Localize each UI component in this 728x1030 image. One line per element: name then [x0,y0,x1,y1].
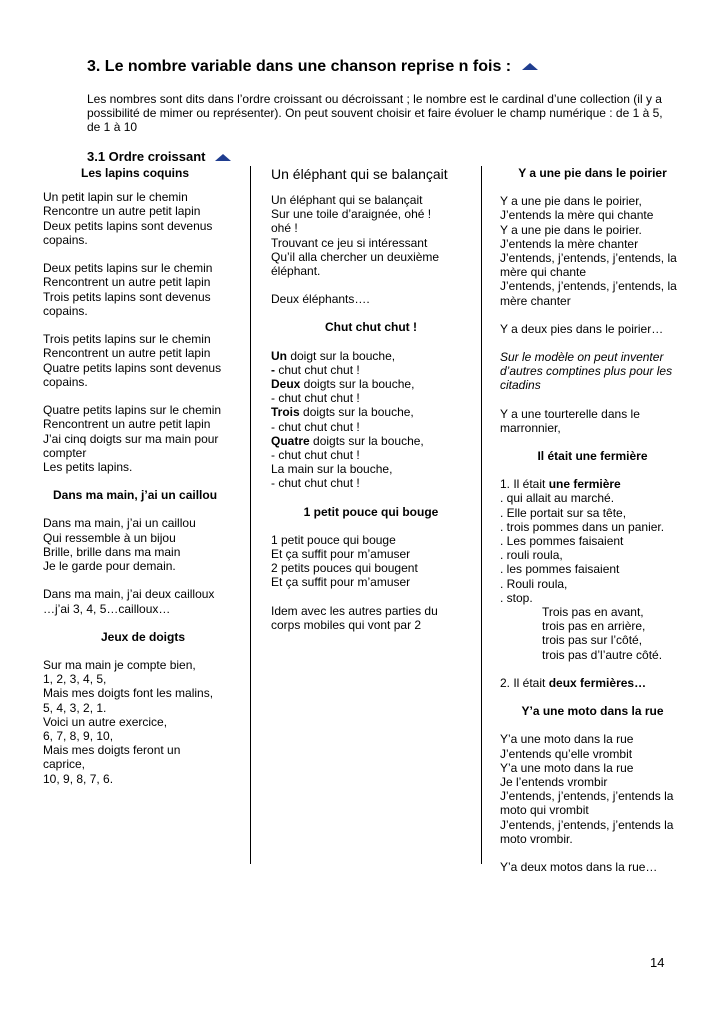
lyric-line: Y’a une moto dans la rue [500,760,634,775]
lyric-line: Qu’il alla chercher un deuxième [271,249,440,264]
lyric-line: ohé ! [271,221,298,236]
song-note [500,350,685,393]
lyric-line: Rencontrent un autre petit lapin [43,346,211,361]
lyric-line: La main sur la bouche, [271,462,393,477]
lyric-line: Les petits lapins. [43,460,133,475]
song-note [271,604,471,632]
column-middle [271,166,471,632]
lyric-line: Trouvant ce jeu si intéressant [271,235,428,250]
song-title: Y a une pie dans le poirier [518,166,667,180]
lyric-line: Y a une pie dans le poirier, [500,194,642,209]
column-divider [481,166,482,864]
lyric-line: . rouli roula, [500,548,563,563]
page-number: 14 [650,955,665,970]
lyric-line: Mais mes doigts feront un [43,743,181,758]
song-title: Jeux de doigts [100,629,186,644]
lyric-line: Un doigt sur la bouche, [271,348,396,363]
song-lyrics [500,605,685,662]
lyric-line: corps mobiles qui vont par 2 [271,617,422,632]
song-lyrics [500,407,685,435]
lyric-line: Trois petits lapins sont devenus [43,289,211,304]
lyric-line: Deux petits lapins sur le chemin [43,261,213,276]
lyric-line: J’ai cinq doigts sur ma main pour [43,431,219,446]
lyric-line: mère qui chante [500,265,587,280]
lyric-line: Y a une tourterelle dans le [500,406,640,421]
lyric-line: moto vrombir. [500,831,573,846]
lyric-line: copains. [43,374,88,389]
lyric-line: mère chanter [500,293,571,308]
lyric-line: . trois pommes dans un panier. [500,519,665,534]
song-lyrics [500,491,685,605]
lyric-line: copains. [43,303,88,318]
lyric-line: Je le garde pour demain. [43,559,176,574]
lyric-line: . Elle portait sur sa tête, [500,505,627,520]
lyric-line: J’entends, j’entends, j’entends la [500,817,674,832]
song-title: Un éléphant qui se balançait [271,166,448,182]
lyric-line: . Les pommes faisaient [500,534,624,549]
song-title: Dans ma main, j’ai un caillou [53,488,218,503]
lyric-line: Deux doigts sur la bouche, [271,377,415,392]
lyric-line: Je l’entends vrombir [500,774,608,789]
lyric-line: J’entends, j’entends, j’entends, la [500,279,677,294]
lyric-line: Dans ma main, j’ai deux cailloux [43,587,215,602]
song-lyrics [271,533,471,590]
lyric-line: éléphant. [271,264,321,279]
lyric-line: d’autres comptines plus pour les [500,364,673,379]
lyric-line: . les pommes faisaient [500,562,620,577]
song-continuation: Y a deux pies dans le poirier… [500,321,664,336]
section-title: 3. Le nombre variable dans une chanson reprise n fois : [87,58,538,76]
lyric-line: 1, 2, 3, 4, 5, [43,672,107,687]
lyric-line: Voici un autre exercice, [43,714,168,729]
song-lyrics [43,658,243,786]
lyric-line: Un petit lapin sur le chemin [43,190,188,205]
lyric-line: Dans ma main, j’ai un caillou [43,516,196,531]
lyric-line: compter [43,445,87,460]
verse-line: 1. Il était une fermière [500,477,621,492]
lyric-line: . stop. [500,590,533,605]
lyric-line: citadins [500,378,541,393]
lyric-line: Trois doigts sur la bouche, [271,405,414,420]
song-continuation: Y’a deux motos dans la rue… [500,859,658,874]
lyric-line: 1 petit pouce qui bouge [271,532,396,547]
lyric-line: trois pas d’l’autre côté. [542,647,663,662]
lyric-line: Brille, brille dans ma main [43,544,181,559]
lyric-line: J’entends la mère qui chante [500,208,654,223]
lyric-line: - chut chut chut ! [271,391,360,406]
lyric-line: 2 petits pouces qui bougent [271,561,418,576]
lyric-line: trois pas sur l’côté, [542,633,643,648]
song-lyrics [500,732,685,846]
song-title: Y’a une moto dans la rue [521,704,664,719]
lyric-line: …j’ai 3, 4, 5…cailloux… [43,601,171,616]
intro-paragraph: Les nombres sont dits dans l’ordre croissant ou décroissant ; le nombre est le cardinal d’une collection (il y a possibilité de mimer ou représenter). On peut souvent choisir et faire évoluer le champ numérique : de 1 à 5, de 1 à 10 [87,92,663,135]
song-title: Il était une fermière [537,449,648,464]
lyric-line: Rencontrent un autre petit lapin [43,275,211,290]
lyric-line: Sur une toile d’araignée, ohé ! [271,207,432,222]
lyric-line: Trois pas en avant, [542,605,644,620]
lyric-line: Sur ma main je compte bien, [43,658,196,673]
lyric-line: Deux petits lapins sont devenus [43,218,213,233]
lyric-line: 6, 7, 8, 9, 10, [43,729,114,744]
lyric-line: Et ça suffit pour m’amuser [271,547,411,562]
song-lyrics [43,190,243,474]
song-lyrics [271,193,471,278]
stanza-break [43,247,243,261]
lyric-line: Mais mes doigts font les malins, [43,686,214,701]
lyric-line: Y’a une moto dans la rue [500,732,634,747]
lyric-line: Quatre petits lapins sur le chemin [43,403,222,418]
column-divider [250,166,251,864]
lyric-line: J’entends qu’elle vrombit [500,746,633,761]
lyric-line: J’entends, j’entends, j’entends, la [500,251,677,266]
lyric-line: - chut chut chut ! [271,448,360,463]
lyric-line: Quatre doigts sur la bouche, [271,433,424,448]
lyric-line: 5, 4, 3, 2, 1. [43,700,107,715]
lyric-line: - chut chut chut ! [271,419,360,434]
lyric-line: Quatre petits lapins sont devenus [43,360,222,375]
song-lyrics [500,194,685,308]
lyric-line: copains. [43,232,88,247]
lyric-line: J’entends la mère chanter [500,236,639,251]
verse-line: 2. Il était deux fermières… [500,675,647,690]
stanza-break [43,318,243,332]
song-title: Chut chut chut ! [325,320,417,335]
lyric-line: trois pas en arrière, [542,619,646,634]
lyric-line: . Rouli roula, [500,576,568,591]
lyric-line: . qui allait au marché. [500,491,615,506]
subsection-title: 3.1 Ordre croissant [87,149,231,164]
lyric-line: - chut chut chut ! [271,362,360,377]
lyric-line: Trois petits lapins sur le chemin [43,332,211,347]
lyric-line: - chut chut chut ! [271,476,360,491]
song-lyrics [271,349,471,491]
stanza-break [43,389,243,403]
lyric-line: Un éléphant qui se balançait [271,193,423,207]
lyric-line: Et ça suffit pour m’amuser [271,575,411,590]
column-right [500,166,685,874]
column-left [43,166,243,786]
lyric-line: Y a une pie dans le poirier. [500,222,642,237]
lyric-line: Qui ressemble à un bijou [43,530,176,545]
song-continuation: Deux éléphants…. [271,292,370,307]
lyric-line: Rencontrent un autre petit lapin [43,417,211,432]
lyric-line: Idem avec les autres parties du [271,603,438,618]
up-triangle-icon[interactable] [522,63,538,70]
stanza-break [43,573,243,587]
lyric-line: marronnier, [500,420,561,435]
song-title: 1 petit pouce qui bouge [303,504,439,519]
lyric-line: moto qui vrombit [500,803,589,818]
lyric-line: J’entends, j’entends, j’entends la [500,789,674,804]
song-title: Les lapins coquins [81,166,190,180]
song-lyrics [43,516,243,615]
lyric-line: Sur le modèle on peut inventer [500,350,664,365]
lyric-line: Rencontre un autre petit lapin [43,204,201,219]
up-triangle-icon[interactable] [215,154,231,161]
lyric-line: 10, 9, 8, 7, 6. [43,771,114,786]
lyric-line: caprice, [43,757,86,772]
